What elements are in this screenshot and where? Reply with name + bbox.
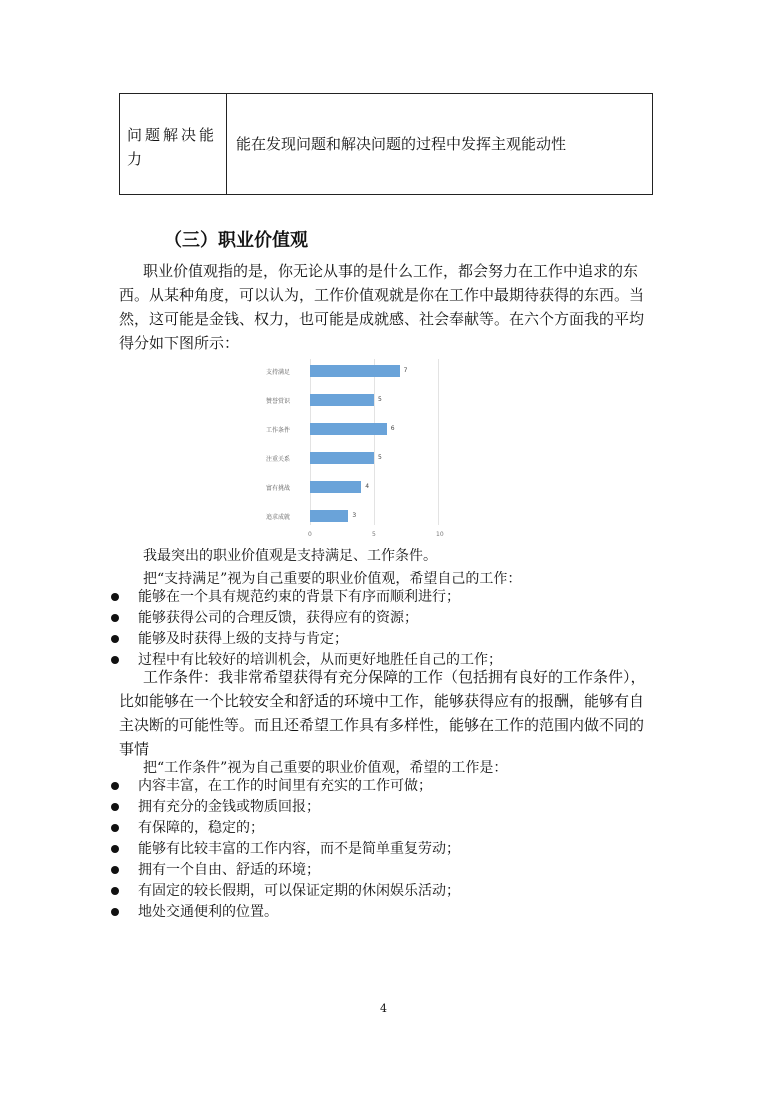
chart-bar bbox=[310, 481, 361, 493]
bullet-dot bbox=[111, 845, 119, 853]
bullet-dot bbox=[111, 782, 119, 790]
values-bar-chart bbox=[246, 355, 442, 540]
chart-value-label: 6 bbox=[390, 425, 395, 432]
work-bullet-3: 有保障的，稳定的； bbox=[138, 820, 264, 836]
chart-bar bbox=[310, 510, 348, 522]
bullet-dot bbox=[111, 593, 119, 601]
support-bullet-3: 能够及时获得上级的支持与肯定； bbox=[138, 631, 348, 647]
chart-bar bbox=[310, 452, 374, 464]
work-bullet-2: 拥有充分的金钱或物质回报； bbox=[138, 799, 320, 815]
support-bullet-1: 能够在一个具有规范约束的背景下有序而顺利进行； bbox=[138, 589, 460, 605]
chart-gridline bbox=[438, 359, 439, 525]
chart-category-label: 赞誉赏识 bbox=[265, 398, 290, 405]
summary-line: 我最突出的职业价值观是支持满足、工作条件。 bbox=[143, 548, 437, 564]
support-bullet-4: 过程中有比较好的培训机会，从而更好地胜任自己的工作； bbox=[138, 652, 502, 668]
chart-value-label: 5 bbox=[378, 454, 382, 461]
chart-x-tick: 5 bbox=[372, 531, 376, 538]
support-intro: 把“支持满足”视为自己重要的职业价值观，希望自己的工作： bbox=[143, 571, 522, 587]
intro-line-2: 西。从某种角度，可以认为，工作价值观就是你在工作中最期待获得的东西。当 bbox=[119, 286, 645, 304]
bullet-dot bbox=[111, 614, 119, 622]
chart-category-label: 支持满足 bbox=[265, 369, 290, 376]
work-line-2: 比如能够在一个比较安全和舒适的环境中工作，能够获得应有的报酬，能够有自 bbox=[119, 692, 645, 710]
work-bullet-1: 内容丰富，在工作的时间里有充实的工作可做； bbox=[138, 778, 432, 794]
chart-value-label: 4 bbox=[365, 483, 370, 490]
bullet-dot bbox=[111, 824, 119, 832]
chart-value-label: 3 bbox=[352, 512, 357, 519]
work-line-4: 事情 bbox=[119, 740, 150, 758]
page-number: 4 bbox=[380, 1002, 387, 1015]
bullet-dot bbox=[111, 656, 119, 664]
bullet-dot bbox=[111, 635, 119, 643]
chart-gridline bbox=[374, 359, 375, 525]
chart-bar bbox=[310, 365, 400, 377]
work-line-1: 工作条件：我非常希望获得有充分保障的工作（包括拥有良好的工作条件）， bbox=[143, 668, 646, 686]
chart-x-tick: 10 bbox=[436, 531, 444, 538]
bullet-dot bbox=[111, 887, 119, 895]
work-bullet-7: 地处交通便利的位置。 bbox=[138, 904, 278, 920]
chart-category-label: 工作条件 bbox=[265, 427, 290, 434]
table-right-cell: 能在发现问题和解决问题的过程中发挥主观能动性 bbox=[236, 135, 567, 153]
bullet-dot bbox=[111, 803, 119, 811]
section-heading: （三）职业价值观 bbox=[164, 230, 308, 251]
chart-bar bbox=[310, 423, 387, 435]
work-bullet-5: 拥有一个自由、舒适的环境； bbox=[138, 862, 320, 878]
chart-category-label: 富有挑战 bbox=[265, 485, 290, 492]
chart-bar bbox=[310, 394, 374, 406]
bullet-dot bbox=[111, 908, 119, 916]
intro-line-4: 得分如下图所示： bbox=[119, 334, 240, 352]
chart-category-label: 追求成就 bbox=[265, 514, 290, 521]
chart-value-label: 5 bbox=[378, 396, 382, 403]
work-bullet-4: 能够有比较丰富的工作内容，而不是简单重复劳动； bbox=[138, 841, 460, 857]
chart-value-label: 7 bbox=[403, 367, 408, 374]
work-intro: 把“工作条件”视为自己重要的职业价值观，希望的工作是： bbox=[143, 760, 508, 776]
intro-line-1: 职业价值观指的是，你无论从事的是什么工作，都会努力在工作中追求的东 bbox=[143, 262, 639, 280]
table-divider bbox=[226, 94, 227, 194]
chart-gridline bbox=[310, 359, 311, 525]
table-left-cell: 问题解决能力 bbox=[127, 126, 218, 168]
work-bullet-6: 有固定的较长假期，可以保证定期的休闲娱乐活动； bbox=[138, 883, 460, 899]
chart-category-label: 注重关系 bbox=[265, 456, 290, 463]
support-bullet-2: 能够获得公司的合理反馈，获得应有的资源； bbox=[138, 610, 418, 626]
work-line-3: 主决断的可能性等。而且还希望工作具有多样性，能够在工作的范围内做不同的 bbox=[119, 716, 645, 734]
chart-x-tick: 0 bbox=[308, 531, 312, 538]
intro-line-3: 然，这可能是金钱、权力，也可能是成就感、社会奉献等。在六个方面我的平均 bbox=[119, 310, 645, 328]
bullet-dot bbox=[111, 866, 119, 874]
